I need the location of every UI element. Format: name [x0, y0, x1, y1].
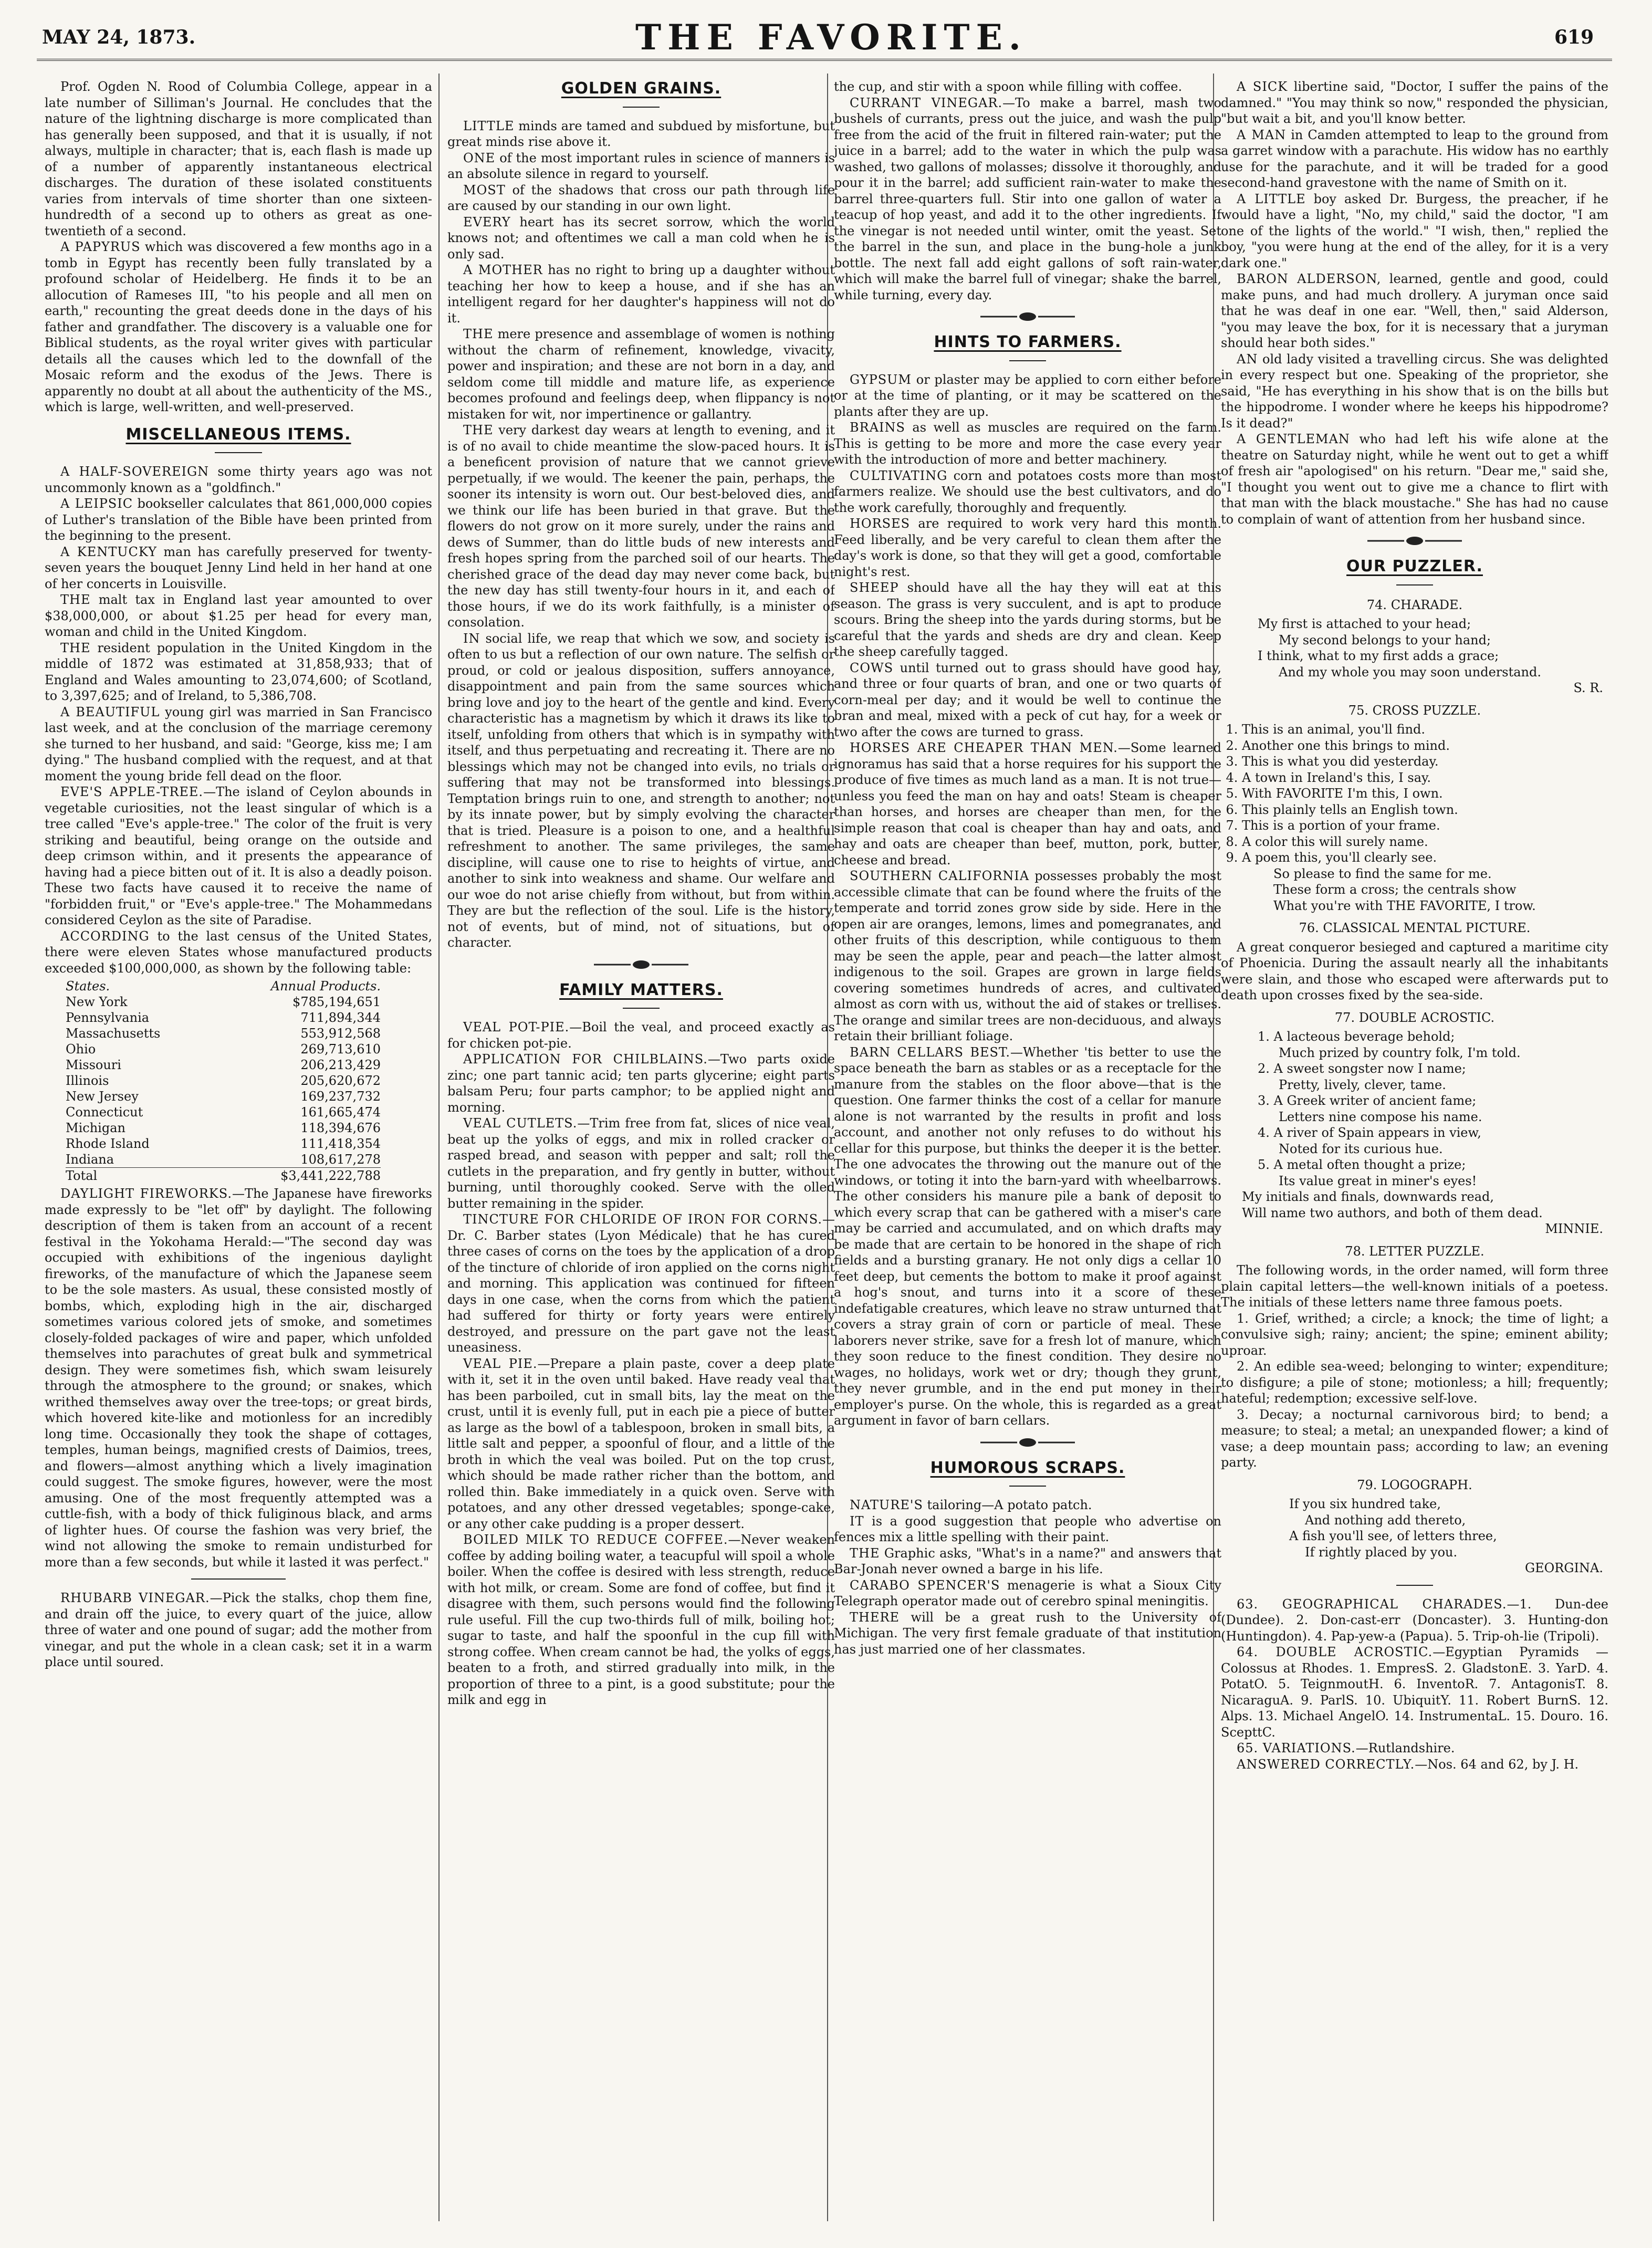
item: A LITTLE boy asked Dr. Burgess, the preacher, if he would have a light, "No, my child," said the doctor, "I am one of the lights of the world." "I wish, then," replied the boy, "you were hung at the end of the alley, for it is a very dark one."	[1221, 191, 1608, 270]
item: THE very darkest day wears at length to evening, and it is of no avail to chide meantime the slow-paced hours. It is a beneficent provision of nature that we cannot grieve perpetually, if we would. The keener the pain, perhaps, the sooner its intensity is worn out. Our best-beloved dies, and we think our life has been buried in that grave. But the flowers do not grow on it more surely, under the rains and dews of Summer, than do little buds of new interests and fresh hopes spring from the parched soil of our hearts. The cherished grace of the dead day may never come back, but the new day has still twenty-four hours in it, and each of those hours, if we do its work faithfully, is a minister of consolation.	[447, 423, 835, 630]
column-1	[45, 79, 432, 2216]
verse-line: And nothing add thereto,	[1305, 1512, 1466, 1528]
table-row: Massachusetts 553,912,568	[66, 1026, 381, 1041]
item: IN social life, we reap that which we sow, and society is often to us but a reflection of our own nature. The selfish or proud, or cold or jealous disposition, suffers annoyance, disappointment and pain from the same sources which bring love and joy to the heart of the gentle and kind. Every characteristic has a magnetism by which it draws its like to itself, unfolding from others that which is in sympathy with itself, and thus perpetuating and recreating it. There are no blessings which may not be changed into evils, no trials or suffering that may not be transformed into blessings. Temptation brings ruin to one, and strength to another; not by its innate power, but by simply evolving the character that is tried. Pleasure is a poison to one, and a healthful refreshment to another. The same privileges, the same discipline, will cause one to rise to heights of virtue, and another to sink into weakness and shame. Our welfare and our woe do not arise chiefly from without, but from within. They are but the reflection of the soul. Life is the history, not of events, but of mind, not of situations, but of character.	[447, 631, 835, 950]
list-item: 7. This is a portion of your frame.	[1242, 818, 1608, 834]
list-item: 5. With FAVORITE I'm this, I own.	[1242, 786, 1608, 802]
newspaper-title: THE FAVORITE.	[635, 17, 1027, 58]
item: A KENTUCKY man has carefully preserved for twenty-seven years the bouquet Jenny Lind held in her hand at one of her concerts in Louisville.	[45, 544, 432, 591]
section-heading: GOLDEN GRAINS.	[561, 79, 722, 98]
ornament-rule	[45, 446, 432, 458]
list-item: 6. This plainly tells an English town.	[1242, 802, 1608, 818]
puzzle-title: 79. LOGOGRAPH.	[1357, 1477, 1472, 1492]
verse-line: What you're with THE FAVORITE, I trow.	[1273, 898, 1536, 913]
puzzle-text: 3. Decay; a nocturnal carnivorous bird; to bend; a measure; to steal; a metal; an unexpanded flower; a kind of vase; a deep mountain pass; according to law; an evening party.	[1221, 1407, 1608, 1470]
puzzle-title: 75. CROSS PUZZLE.	[1348, 703, 1481, 718]
verse-line: Much prized by country folk, I'm told.	[1279, 1045, 1521, 1060]
ornament-rule	[447, 100, 835, 113]
item: EVE'S APPLE-TREE.—The island of Ceylon abounds in vegetable curiosities, not the least singular of which is a tree called "Eve's apple-tree." The color of the fruit is very striking and beautiful, being orange on the outside and deep crimson within, and it presents the appearance of having had a piece bitten out of it. It is also a deadly poison. These two facts have caused it to receive the name of "forbidden fruit," or "Eve's apple-tree." The Mohammedans considered Ceylon as the site of Paradise.	[45, 785, 432, 927]
section-heading: HINTS TO FARMERS.	[934, 333, 1122, 351]
verse-line: 5. A metal often thought a prize;	[1258, 1157, 1466, 1172]
verse-line: Letters nine compose his name.	[1279, 1109, 1482, 1124]
item: THE malt tax in England last year amounted to over $38,000,000, or about $1.25 per head for every man, woman and child in the United Kingdom.	[45, 592, 432, 639]
answer: 63. GEOGRAPHICAL CHARADES.—1. Dun-dee (Dundee). 2. Don-cast-err (Doncaster). 3. Hunting-don (Huntingdon). 4. Pap-yew-a (Papua). 5. Trip-oh-lie (Tripoli).	[1221, 1596, 1608, 1644]
item: AN old lady visited a travelling circus. She was delighted in every respect but one. Speaking of the proprietor, she said, "He has everything in his show that is on the bills but the hippodrome. I wonder where he keeps his hippodrome? Is it dead?"	[1221, 351, 1608, 431]
item: THE resident population in the United Kingdom in the middle of 1872 was estimated at 31,858,933; that of England and Wales amounting to 23,074,600; of Scotland, to 3,397,625; and of Ireland, to 5,386,708.	[45, 640, 432, 703]
section-heading: MISCELLANEOUS ITEMS.	[126, 425, 351, 444]
puzzle-title: 78. LETTER PUZZLE.	[1345, 1243, 1484, 1259]
item: A SICK libertine said, "Doctor, I suffer the pains of the damned." "You may think so now," responded the physician, "but wait a bit, and you'll know better.	[1221, 79, 1608, 126]
page-number: 619	[1554, 26, 1594, 48]
table-row: Ohio 269,713,610	[66, 1042, 381, 1057]
list-item: 3. This is what you did yesterday.	[1242, 754, 1608, 770]
item: NATURE'S tailoring—A potato patch.	[850, 1498, 1092, 1512]
verse-line: Pretty, lively, clever, tame.	[1279, 1077, 1446, 1092]
ornament-rule	[45, 1572, 432, 1585]
verse-line: So please to find the same for me.	[1273, 866, 1492, 881]
verse-line: 2. A sweet songster now I name;	[1258, 1061, 1466, 1076]
item: A HALF-SOVEREIGN some thirty years ago was not uncommonly known as a "goldfinch."	[45, 464, 432, 495]
item: HORSES are required to work very hard this month. Feed liberally, and be very careful to clean them after the day's work is done, so that they will get a good, comfortable night's rest.	[834, 516, 1221, 579]
table-row: Illinois 205,620,672	[66, 1073, 381, 1088]
recipe: APPLICATION FOR CHILBLAINS.—Two parts oxide zinc; one part tannic acid; ten parts glycerine; eight parts balsam Peru; four parts camphor; to be applied night and morning.	[447, 1052, 835, 1115]
item: CULTIVATING corn and potatoes costs more than most farmers realize. We should use the best cultivators, and do the work carefully, thoroughly and frequently.	[834, 468, 1221, 515]
item: A MAN in Camden attempted to leap to the ground from a garret window with a parachute. His widow has no earthly use for the parachute, and it will be traded for a good second-hand gravestone with the name of Smith on it.	[1221, 127, 1608, 190]
verse-line: If you six hundred take,	[1289, 1497, 1441, 1511]
list-item: 9. A poem this, you'll clearly see.	[1242, 850, 1608, 866]
section-heading: HUMOROUS SCRAPS.	[930, 1458, 1125, 1477]
item: BARN CELLARS BEST.—Whether 'tis better to use the space beneath the barn as stables or as a receptacle for the manure from the stables on the floor above—that is the question. One farmer thinks the cost of a cellar for manure alone is not warranted by the results in profit and loss account, and another not only refuses to do without his cellar for this purpose, but thinks the deeper it is the better. The one advocates the throwing out the manure out of the windows, or toting it into the barn-yard with wheelbarrows. The other considers his manure pile a bank of deposit to which every scrap that can be gathered with a miser's care may be carried and accumulated, and on which drafts may be made that are certain to be honored in the shape of rich fields and a bursting granary. He not only digs a cellar 10 feet deep, but cements the bottom to make it proof against a hog's snout, and turns into it a score of these indefatigable creatures, which leave no straw unturned that covers a stray grain of corn or particle of meal. These laborers never strike, save for a fresh lot of manure, which they soon reduce to the finest condition. They desire no wages, no holidays, work wet or dry; though they grunt, they never grumble, and in the end put money in their employer's purse. On the whole, this is regarded as a great argument in favor of barn cellars.	[834, 1044, 1221, 1428]
answer: ANSWERED CORRECTLY.—Nos. 64 and 62, by J. H.	[1237, 1756, 1579, 1772]
section-heading: FAMILY MATTERS.	[559, 980, 723, 999]
item: CARABO SPENCER'S menagerie is what a Sioux City Telegraph operator made out of cerebro spinal meningitis.	[834, 1577, 1221, 1608]
article-lightning: Prof. Ogden N. Rood of Columbia College, appear in a late number of Silliman's Journal. He concludes that the nature of the lightning discharge is more complicated than has generally been supposed, and that it is usually, if not always, multiple in character; that is, each flash is made up of a number of apparently instantaneous electrical discharges. The duration of these isolated constituents varies from intervals of time shorter than one sixteen-hundredth of a second up to others as great as one-twentieth of a second.	[45, 79, 432, 238]
item: THERE will be a great rush to the University of Michigan. The very first female graduate of that institution has just married one of her classmates.	[834, 1609, 1221, 1657]
continued-text: the cup, and stir with a spoon while filling with coffee.	[834, 79, 1183, 94]
recipe: VEAL PIE.—Prepare a plain paste, cover a deep plate with it, set it in the oven until baked. Have ready veal that has been parboiled, cut in small bits, lay the meat on the crust, until it is evenly full, put in each pie a piece of butter as large as the bowl of a tablespoon, broken in small bits, a little salt and pepper, a spoonful of flour, and a little of the broth in which the veal was boiled. Put on the top crust, which should be made rather richer than the bottom, and rolled thin. Bake immediately in a quick oven. Serve with potatoes, and any other dressed vegetables; sponge-cake, or any other cake pudding is a proper dessert.	[447, 1356, 835, 1531]
item: A MOTHER has no right to bring up a daughter without teaching her how to keep a house, and if she has an intelligent regard for her daughter's happiness will not do it.	[447, 263, 835, 326]
ornament-rule	[1221, 578, 1608, 591]
item: COWS until turned out to grass should have good hay, and three or four quarts of bran, and one or two quarts of corn-meal per day; and it would be well to continue the bran and meal, mixed with a peck of cut hay, for a week or two after the cows are turned to grass.	[834, 660, 1221, 739]
cross-puzzle-list	[1242, 722, 1608, 866]
table-row: Connecticut 161,665,474	[66, 1105, 381, 1120]
issue-date: MAY 24, 1873.	[42, 26, 196, 48]
manufactures-table: States. Annual Products. New York $785,194,651 Pennsylvania 711,894,344 Massachusetts 553,912,568 Ohio 269,713,610 Missouri 206,213,429 Illinois 205,620,672 New Jersey 169,237,732 Connecticut 161,665,474 Michigan 118,394,676 Rhode Island 111,418,354 Indiana 108,617,278 Total $3,441,222,788	[66, 979, 381, 1183]
signature: S. R.	[1573, 681, 1603, 695]
item: BARON ALDERSON, learned, gentle and good, could make puns, and had much drollery. A juryman once said that he was deaf in one ear. "Well, then," said Alderson, "you may leave the box, for it is necessary that a juryman should hear both sides."	[1221, 271, 1608, 350]
item: RHUBARB VINEGAR.—Pick the stalks, chop them fine, and drain off the juice, to every quart of the juice, allow three of water and one pound of sugar; add the mother from vinegar, and put the whole in a clean cask; set it in a warm place until soured.	[45, 1591, 432, 1669]
verse-line: Will name two authors, and both of them dead.	[1242, 1205, 1543, 1220]
column-3	[834, 79, 1221, 2216]
recipe: VEAL POT-PIE.—Boil the veal, and proceed exactly as for chicken pot-pie.	[447, 1020, 835, 1051]
section-heading: OUR PUZZLER.	[1346, 557, 1483, 576]
item: A LEIPSIC bookseller calculates that 861,000,000 copies of Luther's translation of the Bible have been printed from the beginning to the present.	[45, 496, 432, 543]
table-row: Rhode Island 111,418,354	[66, 1136, 381, 1151]
item: THE mere presence and assemblage of women is nothing without the charm of refinement, knowledge, vivacity, power and inspiration; and these are not born in a day, and seldom come till middle and mature life, as experience becomes profound and feelings deep, when flippancy is not mistaken for wit, nor impertinence or gallantry.	[447, 327, 835, 422]
signature: MINNIE.	[1545, 1221, 1603, 1236]
item: DAYLIGHT FIREWORKS.—The Japanese have fireworks made expressly to be "let off" by daylight. The following description of them is taken from an account of a recent festival in the Yokohama Herald:—"The second day was occupied with exhibitions of the ingenious daylight fireworks, of the manufacture of which the Japanese seem to be the sole masters. As usual, these consisted mostly of bombs, which, exploding high in the air, discharged sometimes various colored jets of smoke, and sometimes closely-folded packages of wire and paper, which unfolded themselves into parachutes of great bulk and symmetrical design. They were sometimes fish, which swam leisurely through the atmosphere to the ground; or snakes, which writhed themselves away over the tree-tops; or great birds, which hovered kite-like and motionless for an incredibly long time. Occasionally they took the shape of cottages, temples, human beings, magnified crests of Daimios, trees, and flowers—almost anything which a lively imagination could suggest. The smoke figures, however, were the most amusing. One of the most frequently attempted was a cuttle-fish, with a body of thick fuliginous black, and arms of lighter hues. Of course the fashion was very brief, the wind not allowing the smoke to remain undisturbed for more than a few seconds, but while it lasted it was perfect."	[45, 1186, 432, 1570]
verse-line: If rightly placed by you.	[1305, 1544, 1458, 1560]
ornament-rule	[1221, 1578, 1608, 1591]
recipe: VEAL CUTLETS.—Trim free from fat, slices of nice veal, beat up the yolks of eggs, and mix in rolled cracker or rasped bread, and season with pepper and salt; roll the cutlets in the preparation, and fry gently in butter, without burning, until thoroughly cooked. Serve with the olled butter remaining in the spider.	[447, 1116, 835, 1211]
table-row: Pennsylvania 711,894,344	[66, 1010, 381, 1025]
answer: 64. DOUBLE ACROSTIC.—Egyptian Pyramids —Colossus at Rhodes. 1. EmpresS. 2. GladstonE. 3. YarD. 4. PotatO. 5. TeignmoutH. 6. InventoR. 7. AntagonisT. 8. NicaraguA. 9. ParlS. 10. UbiquitY. 11. Robert BurnS. 12. Alps. 13. Michael AngelO. 14. InstrumentaL. 15. Douro. 16. ScepttC.	[1221, 1645, 1608, 1740]
masthead	[0, 0, 1652, 62]
verse-line: 4. A river of Spain appears in view,	[1258, 1125, 1481, 1140]
list-item: 4. A town in Ireland's this, I say.	[1242, 770, 1608, 786]
item: LITTLE minds are tamed and subdued by misfortune, but great minds rise above it.	[447, 118, 835, 149]
signature: GEORGINA.	[1524, 1561, 1603, 1575]
ornament-divider	[834, 1436, 1221, 1449]
verse-line: 3. A Greek writer of ancient fame;	[1258, 1093, 1477, 1108]
verse-line: Noted for its curious hue.	[1279, 1141, 1443, 1156]
puzzle-title: 77. DOUBLE ACROSTIC.	[1334, 1010, 1495, 1025]
recipe: BOILED MILK TO REDUCE COFFEE.—Never weaken coffee by adding boiling water, a teacupful will spoil a whole boiler. When the coffee is desired with less strength, reduce with hot milk, or cream. Some are fond of coffee, but find it disagree with them, such persons would find the following rule useful. Fill the cup two-thirds full of milk, boiling hot; sugar to taste, and half the spoonful in the cup fill with strong coffee. When cream cannot be had, the yolks of eggs, beaten to a froth, and stirred gradually into milk, in the proportion of three to a pint, is a good substitute; pour the milk and egg in	[447, 1532, 835, 1707]
verse-line: Its value great in miner's eyes!	[1279, 1173, 1477, 1188]
ornament-rule	[834, 1479, 1221, 1492]
item: ACCORDING to the last census of the United States, there were eleven States whose manufactured products exceeded $100,000,000, as shown by the following table:	[45, 928, 432, 976]
item: THE Graphic asks, "What's in a name?" and answers that Bar-Jonah never owned a barge in his life.	[834, 1545, 1221, 1576]
puzzle-title: 74. CHARADE.	[1366, 597, 1463, 612]
item: A BEAUTIFUL young girl was married in San Francisco last week, and at the conclusion of the marriage ceremony she turned to her husband, and said: "George, kiss me; I am dying." The husband complied with the request, and at that moment the young bride fell dead on the floor.	[45, 704, 432, 783]
masthead-rule	[37, 59, 1612, 61]
verse-line: And my whole you may soon understand.	[1279, 664, 1542, 679]
verse-line: These form a cross; the centrals show	[1273, 882, 1517, 897]
ornament-divider	[1221, 535, 1608, 547]
puzzle-text: A great conqueror besieged and captured a maritime city of Phoenicia. During the assault nearly all the inhabitants were slain, and those who escaped were afterwards put to death upon crosses fixed by the sea-side.	[1221, 939, 1608, 1002]
column-4	[1221, 79, 1608, 2216]
table-total-row: Total $3,441,222,788	[66, 1168, 381, 1183]
item: SHEEP should have all the hay they will eat at this season. The grass is very succulent, and is apt to produce scours. Bring the sheep into the yards during storms, but be careful that the yards and sheds are dry and clean. Keep the sheep carefully tagged.	[834, 580, 1221, 659]
list-item: 1. This is an animal, you'll find.	[1242, 722, 1608, 738]
item: HORSES ARE CHEAPER THAN MEN.—Some learned ignoramus has said that a horse requires for his support the produce of five times as much land as a man. It is not true—unless you feed the man on hay and oats! Steam is cheaper than horses, and horses are cheaper than men, for the simple reason that coal is cheaper than hay and oats, and hay and oats are cheaper than beef, mutton, pork, butter, cheese and bread.	[834, 740, 1221, 867]
item: SOUTHERN CALIFORNIA possesses probably the most accessible climate that can be found where the fruits of the temperate and torrid zones grow side by side. Here in the open air are oranges, lemons, limes and pomegranates, and other fruits of this description, while contiguous to them may be seen the apple, pear and peach—the latter almost indigenous to the soil. Grapes are grown in large fields covering sometimes hundreds of acres, and cultivated almost as corn with us, without the aid of stakes or trellises. The orange and similar trees are non-deciduous, and always retain their brilliant foliage.	[834, 869, 1221, 1043]
table-row: New York $785,194,651	[66, 995, 381, 1009]
verse-line: I think, what to my first adds a grace;	[1258, 649, 1499, 663]
recipe: CURRANT VINEGAR.—To make a barrel, mash two bushels of currants, press out the juice, and wash the pulp free from the acid of the fruit in filtered rain-water; put the juice in a barrel; add to the water in which the pulp was washed, two gallons of molasses; dissolve it thoroughly, and pour it in the barrel; add sufficient rain-water to make the barrel three-quarters full. Stir into one gallon of water a teacup of hop yeast, and add it to the other ingredients. If the vinegar is not needed until winter, omit the yeast. Set the barrel in the sun, and place in the bung-hole a junk bottle. The next fall add eight gallons of soft rain-water, which will make the barrel full of vinegar; shake the barrel, while turning, every day.	[834, 95, 1221, 302]
verse-line: My second belongs to your hand;	[1279, 632, 1491, 647]
answer: 65. VARIATIONS.—Rutlandshire.	[1237, 1741, 1455, 1755]
puzzle-text: 2. An edible sea-weed; belonging to winter; expenditure; to disfigure; a pile of stone; motionless; a hill; frequently; hateful; redemption; excessive self-love.	[1221, 1359, 1608, 1406]
list-item: 2. Another one this brings to mind.	[1242, 738, 1608, 754]
puzzle-text: The following words, in the order named, will form three plain capital letters—the well-known initials of a poetess. The initials of these letters name three famous poets.	[1221, 1263, 1608, 1310]
puzzle-title: 76. CLASSICAL MENTAL PICTURE.	[1299, 921, 1531, 935]
table-row: New Jersey 169,237,732	[66, 1089, 381, 1104]
verse-line: 1. A lacteous beverage behold;	[1258, 1029, 1455, 1044]
table-row: Michigan 118,394,676	[66, 1121, 381, 1135]
article-papyrus: A PAPYRUS which was discovered a few months ago in a tomb in Egypt has recently been fully translated by a profound scholar of Heidelberg. He finds it to be an allocution of Rameses III, "to his people and all men on earth," recounting the great deeds done in the days of his father and grandfather. The discovery is a valuable one for Biblical students, as the royal writer gives with particular details all the causes which led to the downfall of the Mosaic reform and the exodus of the Jews. There is apparently no doubt at all about the authenticity of the MS., which is large, well-written, and well-preserved.	[45, 239, 432, 414]
recipe: TINCTURE FOR CHLORIDE OF IRON FOR CORNS.—Dr. C. Barber states (Lyon Médicale) that he has cured three cases of corns on the toes by the application of a drop of the tincture of chloride of iron applied on the corns night and morning. This application was continued for fifteen days in one case, when the corns from which the patient had suffered for thirty or forty years were entirely destroyed, and pressure on the part gave not the least uneasiness.	[447, 1212, 835, 1355]
ornament-divider	[447, 958, 835, 971]
column-2	[447, 79, 835, 2216]
puzzle-text: 1. Grief, writhed; a circle; a knock; the time of light; a convulsive sigh; rainy; ancient; the spine; eminent ability; uproar.	[1221, 1311, 1608, 1358]
item: GYPSUM or plaster may be applied to corn either before or at the time of planting, or it may be scattered on the plants after they are up.	[834, 372, 1221, 419]
item: MOST of the shadows that cross our path through life are caused by our standing in our own light.	[447, 182, 835, 213]
item: EVERY heart has its secret sorrow, which the world knows not; and oftentimes we call a man cold when he is only sad.	[447, 214, 835, 262]
table-row: Indiana 108,617,278	[66, 1152, 381, 1167]
verse-line: My first is attached to your head;	[1258, 616, 1471, 631]
ornament-divider	[834, 310, 1221, 323]
ornament-rule	[447, 1001, 835, 1014]
ornament-rule	[834, 354, 1221, 367]
item: BRAINS as well as muscles are required on the farm. This is getting to be more and more the case every year with the introduction of more and better machinery.	[834, 420, 1221, 467]
table-row: Missouri 206,213,429	[66, 1058, 381, 1072]
verse-line: My initials and finals, downwards read,	[1242, 1189, 1494, 1204]
item: IT is a good suggestion that people who advertise on fences mix a little spelling with their paint.	[834, 1513, 1221, 1544]
column-divider	[438, 74, 440, 2221]
list-item: 8. A color this will surely name.	[1242, 834, 1608, 850]
item: ONE of the most important rules in science of manners is an absolute silence in regard to yourself.	[447, 150, 835, 181]
verse-line: A fish you'll see, of letters three,	[1289, 1529, 1497, 1543]
item: A GENTLEMAN who had left his wife alone at the theatre on Saturday night, while he went out to get a whiff of fresh air "apologised" on his return. "Dear me," said she, "I thought you went out to give me a chance to flirt with that man with the black moustache." She has had no cause to complain of want of attention from her husband since.	[1221, 432, 1608, 527]
